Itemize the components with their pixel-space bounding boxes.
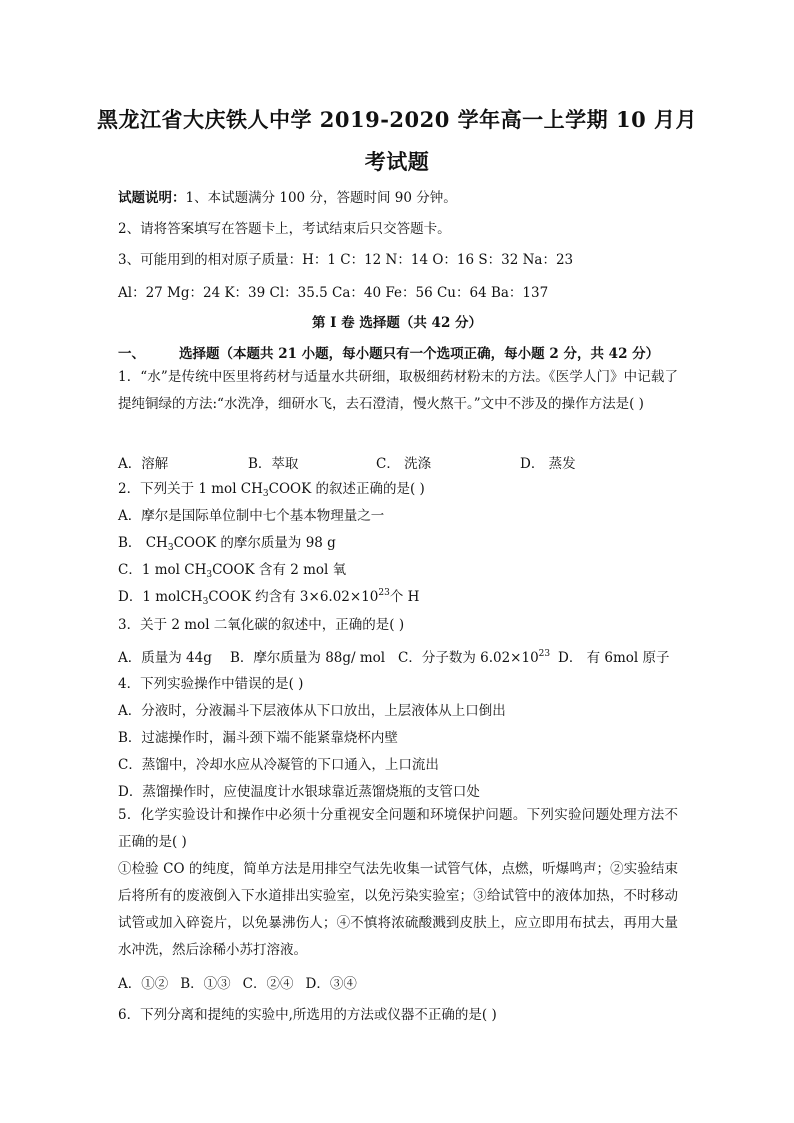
- q5-option-a: A．①②: [118, 976, 169, 992]
- q3-option-b: B．摩尔质量为 88g/ mol: [230, 650, 386, 666]
- q2-option-a: A．摩尔是国际单位制中七个基本物理量之一: [118, 508, 385, 524]
- q5-option-d: D．③④: [305, 976, 357, 992]
- q2-b-sub: 3: [167, 543, 174, 553]
- q1-option-c: C． 洗涤: [376, 456, 432, 472]
- q2-d-pre: D．1 molCH: [118, 589, 203, 605]
- q4-option-b: B．过滤操作时，漏斗颈下端不能紧靠烧杯内壁: [118, 730, 398, 746]
- question-5-stem: 5．化学实验设计和操作中必须十分重视安全问题和环境保护问题。下列实验问题处理方法不正确的是( ): [118, 807, 678, 850]
- q2-option-b: [118, 531, 336, 551]
- exam-title-line2: 考试题: [364, 149, 430, 174]
- question-6-stem: 6．下列分离和提纯的实验中,所选用的方法或仪器不正确的是( ): [118, 1007, 497, 1023]
- q2-stem-sub: 3: [262, 489, 269, 499]
- question-2-stem: [118, 477, 425, 497]
- question-4-stem: 4．下列实验操作中错误的是( ): [118, 676, 304, 692]
- q2-d-mid: COOK 约含有 3×6.02×10: [208, 589, 379, 605]
- q1-option-a: A．溶解: [118, 456, 169, 472]
- exam-title-line1: 黑龙江省大庆铁人中学 2019-2020 学年高一上学期 10 月月: [96, 107, 698, 132]
- question-1-stem: 1．“水”是传统中医里将药材与适量水共研细，取极细药材粉末的方法。《医学人门》中记载了提纯铜绿的方法:“水洗净，细研水飞，去石澄清，慢火熬干。”文中不涉及的操作方法是( ): [118, 369, 678, 412]
- q2-c-post: COOK 含有 2 mol 氧: [212, 562, 347, 578]
- instructions-1: [118, 186, 457, 206]
- q2-c-sub: 3: [206, 570, 213, 580]
- q3-c-sup: 23: [538, 649, 551, 659]
- part-heading: [118, 342, 659, 362]
- part-label: 一、: [118, 346, 145, 362]
- q5-option-b: B．①③: [180, 976, 231, 992]
- instructions-4: Al：27 Mg：24 K：39 Cl：35.5 Ca：40 Fe：56 Cu：64 Ba：137: [118, 285, 549, 301]
- q5-option-c: C．②④: [242, 976, 294, 992]
- q3-c-pre: C．分子数为 6.02×10: [398, 650, 539, 666]
- q2-stem-post: COOK 的叙述正确的是( ): [268, 481, 425, 497]
- question-5-body: ①检验 CO 的纯度，简单方法是用排空气法先收集一试管气体，点燃，听爆鸣声；②实验结束后将所有的废液倒入下水道排出实验室，以免污染实验室；③给试管中的液体加热，不时移动试管或加入碎瓷片，以免暴沸伤人；④不慎将浓硫酸溅到皮肤上，应立即用布拭去，再用大量水冲洗，然后涂稀小苏打溶液。: [118, 861, 678, 958]
- q2-d-sub: 3: [202, 597, 209, 607]
- instructions-label: 试题说明：: [118, 190, 186, 206]
- q1-option-b: B．萃取: [248, 456, 299, 472]
- instructions-text-1: 1、本试题满分 100 分，答题时间 90 分钟。: [185, 190, 457, 206]
- q3-option-a: A．质量为 44g: [118, 650, 212, 666]
- q2-b-post: COOK 的摩尔质量为 98 g: [173, 535, 336, 551]
- q2-stem-pre: 2．下列关于 1 mol CH: [118, 481, 263, 497]
- question-5-options: [118, 972, 357, 992]
- q2-d-sup: 23: [378, 588, 390, 598]
- q3-option-c: [398, 646, 550, 666]
- q4-option-c: C．蒸馏中，冷却水应从冷凝管的下口通入，上口流出: [118, 757, 439, 773]
- instructions-3: 3、可能用到的相对原子质量：H：1 C：12 N：14 O：16 S：32 Na：23: [118, 252, 574, 268]
- section-title: 第 I 卷 选择题（共 42 分）: [311, 315, 483, 331]
- q2-d-post: 个 H: [389, 589, 420, 605]
- q2-c-pre: C．1 mol CH: [118, 562, 207, 578]
- instructions-2: 2、请将答案填写在答题卡上，考试结束后只交答题卡。: [118, 221, 451, 237]
- question-3-stem: 3．关于 2 mol 二氧化碳的叙述中，正确的是( ): [118, 617, 405, 633]
- q2-b-pre: B． CH: [118, 535, 168, 551]
- q4-option-a: A．分液时，分液漏斗下层液体从下口放出，上层液体从上口倒出: [118, 703, 506, 719]
- q1-option-d: D． 蒸发: [520, 456, 576, 472]
- q2-option-c: [118, 558, 346, 578]
- q4-option-d: D．蒸馏操作时，应使温度计水银球靠近蒸馏烧瓶的支管口处: [118, 784, 480, 800]
- q2-option-d: [118, 585, 419, 605]
- q3-option-d: D． 有 6mol 原子: [558, 650, 670, 666]
- part-title: 选择题（本题共 21 小题，每小题只有一个选项正确，每小题 2 分，共 42 分）: [179, 346, 660, 362]
